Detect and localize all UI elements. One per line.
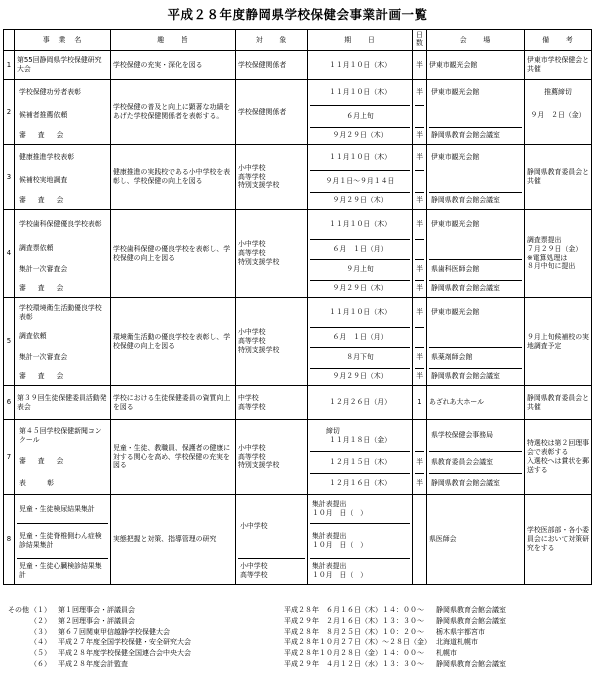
row-taisho: 学校保健関係者 (236, 51, 308, 80)
other-name: 第１回理事会・評議員会 (58, 606, 135, 614)
list-item (8, 637, 588, 648)
row-day: 半 (416, 308, 423, 317)
other-num: （４） (30, 638, 51, 647)
row-biko: 特選校は第２回理事会で表彰する 入選校へは賞状を郵送する (525, 420, 592, 495)
row-date: 集計表提出 (312, 500, 347, 509)
row-biko: 調査票提出 ７月２９日（金） ※電算処理は ８月中旬に提出 (525, 210, 592, 298)
row-date: １２月１５日（木） (310, 451, 410, 473)
other-place: 北海道札幌市 (436, 638, 478, 647)
row-date-group (310, 421, 410, 451)
table-row (4, 210, 592, 298)
row-no: 2 (4, 80, 15, 145)
row-date: ９月上旬 (310, 259, 410, 280)
row-date: １１月１０日（木） (328, 88, 391, 97)
row-name: 集計一次審査会 (19, 264, 68, 273)
other-date: 平成２８年１０月２７日（木）〜２８日（金） (284, 638, 431, 647)
other-name: 平成２８年度会計監査 (58, 659, 128, 668)
row-date: １１月１０日（木） (328, 220, 391, 229)
other-place: 札幌市 (436, 649, 457, 658)
header-kijitsu: 期 日 (308, 30, 413, 51)
row-name: 表 彰 (19, 478, 57, 487)
row-day: 半 (416, 220, 423, 229)
other-label: その他 (8, 606, 29, 614)
row-venue: 県薬剤師会館 (429, 347, 522, 368)
row-dates (308, 420, 413, 495)
row-taisho: 小中学校 高等学校 特別支援学校 (236, 210, 308, 298)
row-name: 審 査 会 (19, 195, 66, 204)
list-item (8, 605, 588, 616)
list-item (8, 627, 588, 638)
row-venues (427, 420, 525, 495)
row-date: １１月１０日（木） (328, 308, 391, 317)
row-date-group (310, 523, 410, 558)
row-taisho-line: 小中学校 高等学校 (238, 558, 305, 584)
header-no (4, 30, 15, 51)
row-days (413, 145, 427, 210)
row-names (15, 298, 111, 386)
row-dates (308, 80, 413, 145)
row-days (413, 420, 427, 495)
row-date: １１月１８日（金） (328, 435, 391, 444)
other-name: 平成２８年度学校保健全国連合会中央大会 (58, 649, 191, 658)
row-date: １０月 日（ ） (312, 571, 368, 579)
row-shushi: 児童・生徒、教職員、保護者の健康に対する関心を高め、学校保健の充実を図る (111, 420, 236, 495)
row-taisho: 小中学校 高等学校 特別支援学校 (236, 298, 308, 386)
row-date: ９月２９日（木） (310, 192, 410, 209)
row-date: １２月１６日（木） (310, 473, 410, 494)
list-item (8, 659, 588, 670)
row-venue: 県歯科医師会館 (429, 259, 522, 280)
row-biko (525, 80, 592, 145)
header-biko: 備 考 (525, 30, 592, 51)
header-nissu: 日数 (413, 30, 427, 51)
row-days (413, 495, 427, 585)
row-day: 半 (415, 127, 424, 144)
row-venue: 県教育委員会会議室 (429, 451, 522, 473)
row-name: 第４５回学校保健新聞コンクール (19, 426, 102, 444)
row-day: 半 (415, 473, 424, 494)
header-taisho: 対 象 (236, 30, 308, 51)
row-taisho: 小中学校 高等学校 特別支援学校 (236, 420, 308, 495)
row-name: 児童・生徒心臓検診結果集計 (17, 558, 108, 584)
row-venue: 伊東市観光会館 (431, 153, 480, 162)
row-date: ６月 １日（月） (310, 327, 410, 347)
row-venue (429, 327, 522, 347)
row-day: 半 (415, 280, 424, 297)
row-no: 3 (4, 145, 15, 210)
row-names (15, 495, 111, 585)
row-no: 6 (4, 386, 15, 420)
other-place: 栃木県宇都宮市 (436, 627, 485, 636)
row-biko: 静岡県教育委員会と共催 (525, 145, 592, 210)
row-name: 児童・生徒検尿結果集計 (19, 504, 95, 513)
row-venues (427, 210, 525, 298)
other-name: 第６７回関東甲信越静学校保健大会 (58, 627, 170, 636)
other-date: 平成２９年 ４月１２日（水）１３：３０〜 (284, 659, 424, 668)
row-dates (308, 298, 413, 386)
row-venue: 静岡県教育会館会議室 (429, 127, 522, 144)
row-venue: 県医師会 (427, 495, 525, 585)
other-date: 平成２８年 ６月１６日（木）１４：００〜 (284, 606, 424, 614)
other-num: （１） (30, 606, 51, 614)
row-names (15, 80, 111, 145)
row-taisho-line: 小中学校 (240, 522, 268, 531)
row-venue: あざれあ大ホール (427, 386, 525, 420)
row-date: ６月上旬 (310, 105, 410, 127)
row-venue: 静岡県教育会館会議室 (429, 192, 522, 209)
row-date: 集計表提出 (312, 562, 347, 571)
row-name: 第３９回生徒保健委員活動発表会 (15, 386, 111, 420)
row-day: 半 (415, 192, 424, 209)
header-kaijo: 会 場 (427, 30, 525, 51)
row-date: 集計表提出 (312, 531, 347, 540)
row-taisho: 小中学校 高等学校 特別支援学校 (236, 145, 308, 210)
row-taisho (236, 495, 308, 585)
row-dates (308, 495, 413, 585)
row-day (415, 327, 424, 347)
row-day: 半 (416, 88, 423, 97)
row-biko-line: 推薦締切 (544, 88, 572, 97)
row-shushi: 学校保健の普及と向上に顕著な功績をあげた学校保健関係者を表彰する。 (111, 80, 236, 145)
row-name: 第55回静岡県学校保健研究大会 (15, 51, 111, 80)
row-biko: 伊東市学校保健会と共催 (525, 51, 592, 80)
row-names (15, 420, 111, 495)
header-row (4, 30, 592, 51)
row-dates (308, 145, 413, 210)
row-date: １１月１０日（木） (328, 153, 391, 162)
row-day: 半 (415, 451, 424, 473)
row-date: ９月２９日（木） (310, 127, 410, 144)
row-name: 審 査 会 (19, 130, 66, 139)
table-row (4, 298, 592, 386)
other-place: 静岡県教育会館会議室 (436, 616, 506, 625)
row-date: １０月 日（ ） (312, 540, 368, 549)
row-name: 候補者推薦依頼 (19, 111, 68, 120)
plan-table (3, 29, 592, 585)
row-venue: 伊東市観光会館 (431, 88, 480, 97)
row-biko: 学校医部部・各小委員会において対策研究をする (525, 495, 592, 585)
row-venue: 県学校保健会事務局 (431, 431, 494, 440)
row-days: 1 (413, 386, 427, 420)
row-no: 8 (4, 495, 15, 585)
other-num: （５） (30, 649, 51, 658)
row-names (15, 145, 111, 210)
table-row (4, 80, 592, 145)
table-row (4, 386, 592, 420)
list-item (8, 616, 588, 627)
other-date: 平成２８年 ８月２５日（木）１０：２０〜 (284, 627, 424, 636)
row-biko-line: ９月 ２日（金） (530, 111, 586, 120)
row-no: 5 (4, 298, 15, 386)
other-name: 平成２７年度全国学校保健・安全研究大会 (58, 638, 191, 647)
table-row (4, 495, 592, 585)
list-item (8, 648, 588, 659)
row-taisho: 中学校 高等学校 (236, 386, 308, 420)
row-taisho: 学校保健関係者 (236, 80, 308, 145)
row-name: 審 査 会 (19, 283, 66, 292)
row-days (413, 210, 427, 298)
other-num: （２） (30, 616, 51, 625)
row-date: 締切 (326, 426, 340, 435)
row-shushi: 健康推進の実践校である小中学校を表彰し、学校保健の向上を図る (111, 145, 236, 210)
row-no: 7 (4, 420, 15, 495)
row-venue (429, 239, 522, 259)
page-title: 平成２８年度静岡県学校保健会事業計画一覧 (167, 7, 428, 22)
header-shushi: 趣 旨 (111, 30, 236, 51)
row-date: ８月下旬 (310, 347, 410, 368)
row-venue: 伊東市観光会館 (431, 220, 480, 229)
row-biko: 静岡県教育委員会と共催 (525, 386, 592, 420)
row-date: １２月２６日（月） (308, 386, 413, 420)
row-name: 候補校実地調査 (19, 176, 68, 185)
row-biko: ９月上旬候補校の実地調査予定 (525, 298, 592, 386)
other-num: （６） (30, 659, 51, 668)
row-name: 審 査 会 (19, 371, 66, 380)
row-name: 学校歯科保健優良学校表彰 (19, 220, 102, 229)
row-day: 半 (415, 259, 424, 280)
row-date: ９月２９日（木） (310, 368, 410, 385)
row-venues (427, 145, 525, 210)
row-name: 調査依頼 (19, 332, 47, 341)
row-days: 半 (413, 51, 427, 80)
row-days (413, 80, 427, 145)
row-venue: 静岡県教育会館会議室 (429, 280, 522, 297)
row-shushi: 実態把握と対策、指導管理の研究 (111, 495, 236, 585)
row-venue (429, 170, 522, 192)
row-date: ９月２９日（木） (310, 280, 410, 297)
row-name: 健康推進学校表彰 (19, 153, 75, 162)
row-biko-line (527, 127, 589, 144)
table-row (4, 145, 592, 210)
row-name: 審 査 会 (19, 457, 66, 466)
other-place: 静岡県教育会館会議室 (436, 606, 506, 614)
row-shushi: 学校保健の充実・深化を図る (111, 51, 236, 80)
table-row (4, 51, 592, 80)
row-shushi: 学校歯科保健の優良学校を表彰し、学校保健の向上を図る (111, 210, 236, 298)
row-name: 学校保健功労者表彰 (19, 88, 82, 97)
other-place: 静岡県教育会館会議室 (436, 659, 506, 668)
other-events (8, 605, 588, 670)
row-venue: 静岡県教育会館会議室 (429, 368, 522, 385)
row-date: ９月１日〜９月１４日 (310, 170, 410, 192)
other-name: 第２回理事会・評議員会 (58, 616, 135, 625)
row-name: 学校環境衛生活動優良学校表彰 (19, 303, 102, 321)
row-venue: 静岡県教育会館会議室 (429, 473, 522, 494)
row-date-group (310, 558, 410, 584)
row-day (415, 239, 424, 259)
other-date: 平成２８年１０月２８日（金）１４：００〜 (284, 649, 424, 658)
row-date: １１月１０日（木） (308, 51, 413, 80)
row-day (415, 170, 424, 192)
row-dates (308, 210, 413, 298)
row-venue: 伊東市観光会館 (431, 308, 480, 317)
row-venues (427, 80, 525, 145)
row-day: 半 (416, 153, 423, 162)
row-name: 児童・生徒脊椎側わん症検診結果集計 (17, 523, 108, 558)
row-day: 半 (415, 347, 424, 368)
row-venue: 伊東市観光会館 (427, 51, 525, 80)
row-venues (427, 298, 525, 386)
row-no: 1 (4, 51, 15, 80)
row-name: 集計一次審査会 (19, 352, 68, 361)
row-date-group (310, 496, 410, 523)
row-date: １０月 日（ ） (312, 509, 368, 517)
other-num: （３） (30, 627, 51, 636)
table-row (4, 420, 592, 495)
row-day (415, 421, 424, 451)
row-no: 4 (4, 210, 15, 298)
row-name: 調査票依頼 (19, 244, 54, 253)
other-date: 平成２９年 ２月１６日（木）１３：３０〜 (284, 616, 424, 625)
row-date: ６月 １日（月） (310, 239, 410, 259)
header-jigyo: 事 業 名 (15, 30, 111, 51)
row-days (413, 298, 427, 386)
row-day: 半 (415, 368, 424, 385)
row-day (415, 105, 424, 127)
row-shushi: 学校における生徒保健委員の資質向上を図る (111, 386, 236, 420)
row-venue (429, 105, 522, 127)
row-names (15, 210, 111, 298)
row-shushi: 環境衛生活動の優良学校を表彰し、学校保健の向上を図る (111, 298, 236, 386)
